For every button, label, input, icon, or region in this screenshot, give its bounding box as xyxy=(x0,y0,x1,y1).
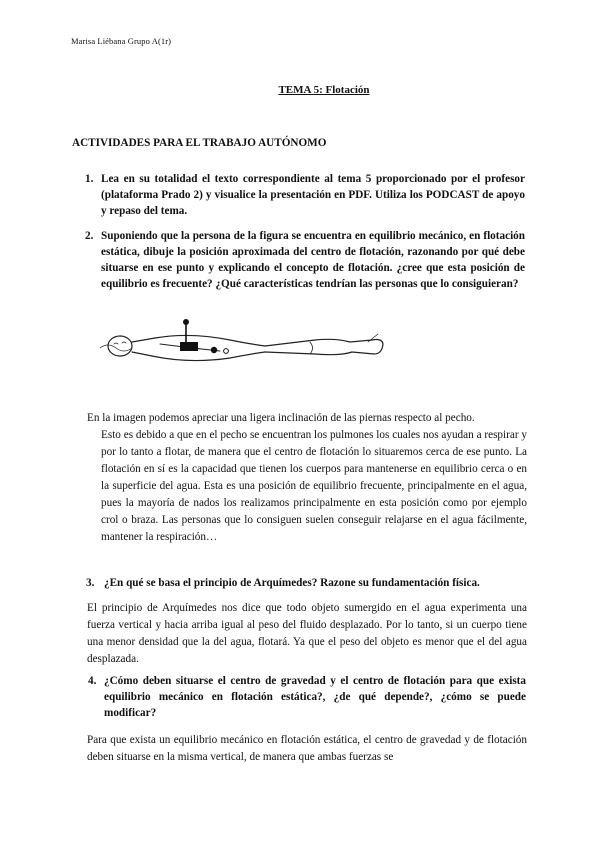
figure-torso-top xyxy=(155,335,265,346)
answer-2-body: Esto es debido a que en el pecho se encuentran los pulmones los cuales nos ayudan a respirar y por lo tanto a flotar, de manera que el centro de flotación lo situaremos cerca de ese punto. La flotación en sí es la capacidad que tienen los cuerpos para mantenerse en equilibrio cerca o en la superficie del agua. Esta es una posición de equilibrio frecuente, principalmente en el agua, pues la mayoría de nados los realizamos principalmente en esta posición como por ejemplo crol o braza. Las personas que lo consiguen suelen conseguir relajarse en el agua fácilmente, mantener la respiración… xyxy=(101,429,527,543)
question-number: 2. xyxy=(85,230,94,242)
gravity-center-dot xyxy=(211,347,217,353)
page-title xyxy=(0,84,600,96)
question-number: 1. xyxy=(85,173,94,185)
figure-torso-bottom xyxy=(152,352,265,361)
figure-leg-top xyxy=(265,339,372,346)
question-text: Lea en su totalidad el texto correspondiente al tema 5 proporcionado por el profesor (plataforma Prado 2) y visualice la presentación en PDF. Utiliza los PODCAST de apoyo y repaso del tema. xyxy=(101,173,525,217)
answer-3: El principio de Arquímedes nos dice que todo objeto sumergido en el agua experimenta una fuerza vertical y hacia arriba igual al peso del fluido desplazado. Por lo tanto, si un cuerpo tiene una menor densidad que la del agua, flotará. Ya que el peso del objeto es menor que el del agua desplazada. xyxy=(87,602,527,665)
page-title-text: TEMA 5: Flotación xyxy=(278,84,370,96)
section-heading: ACTIVIDADES PARA EL TRABAJO AUTÓNOMO xyxy=(72,137,327,149)
figure-head xyxy=(108,336,132,356)
answer-2-first-line: En la imagen podemos apreciar una ligera inclinación de las piernas respecto al pecho. xyxy=(87,412,475,424)
question-text: ¿Cómo deben situarse el centro de gravedad y el centro de flotación para que exista equilibrio mecánico en flotación estática?, ¿de qué depende?, ¿cómo se puede modificar? xyxy=(104,675,526,719)
question-number: 4. xyxy=(88,675,97,687)
question-3 xyxy=(86,575,534,591)
question-2 xyxy=(85,228,525,292)
answer-4: Para que exista un equilibrio mecánico en flotación estática, el centro de gravedad y de flotación deben situarse en la misma vertical, de manera que ambas fuerzas se xyxy=(87,734,527,763)
question-text: Suponiendo que la persona de la figura se encuentra en equilibrio mecánico, en flotación estática, dibuje la posición aproximada del centro de flotación, razonando por qué debe situarse en ese punto y explicando el concepto de flotación. ¿cree que esta posición de equilibrio es frecuente? ¿Qué características tendrían las personas que lo consiguieran? xyxy=(101,230,525,290)
page-header: Marisa Liébana Grupo A(1r) xyxy=(71,36,172,46)
question-1 xyxy=(85,171,525,219)
question-text: ¿En qué se basa el principio de Arquímedes? Razone su fundamentación física. xyxy=(104,577,480,589)
floating-person-figure xyxy=(100,318,385,388)
question-number: 3. xyxy=(86,577,95,589)
figure-leg-bottom xyxy=(265,352,374,355)
question-4 xyxy=(88,673,526,721)
